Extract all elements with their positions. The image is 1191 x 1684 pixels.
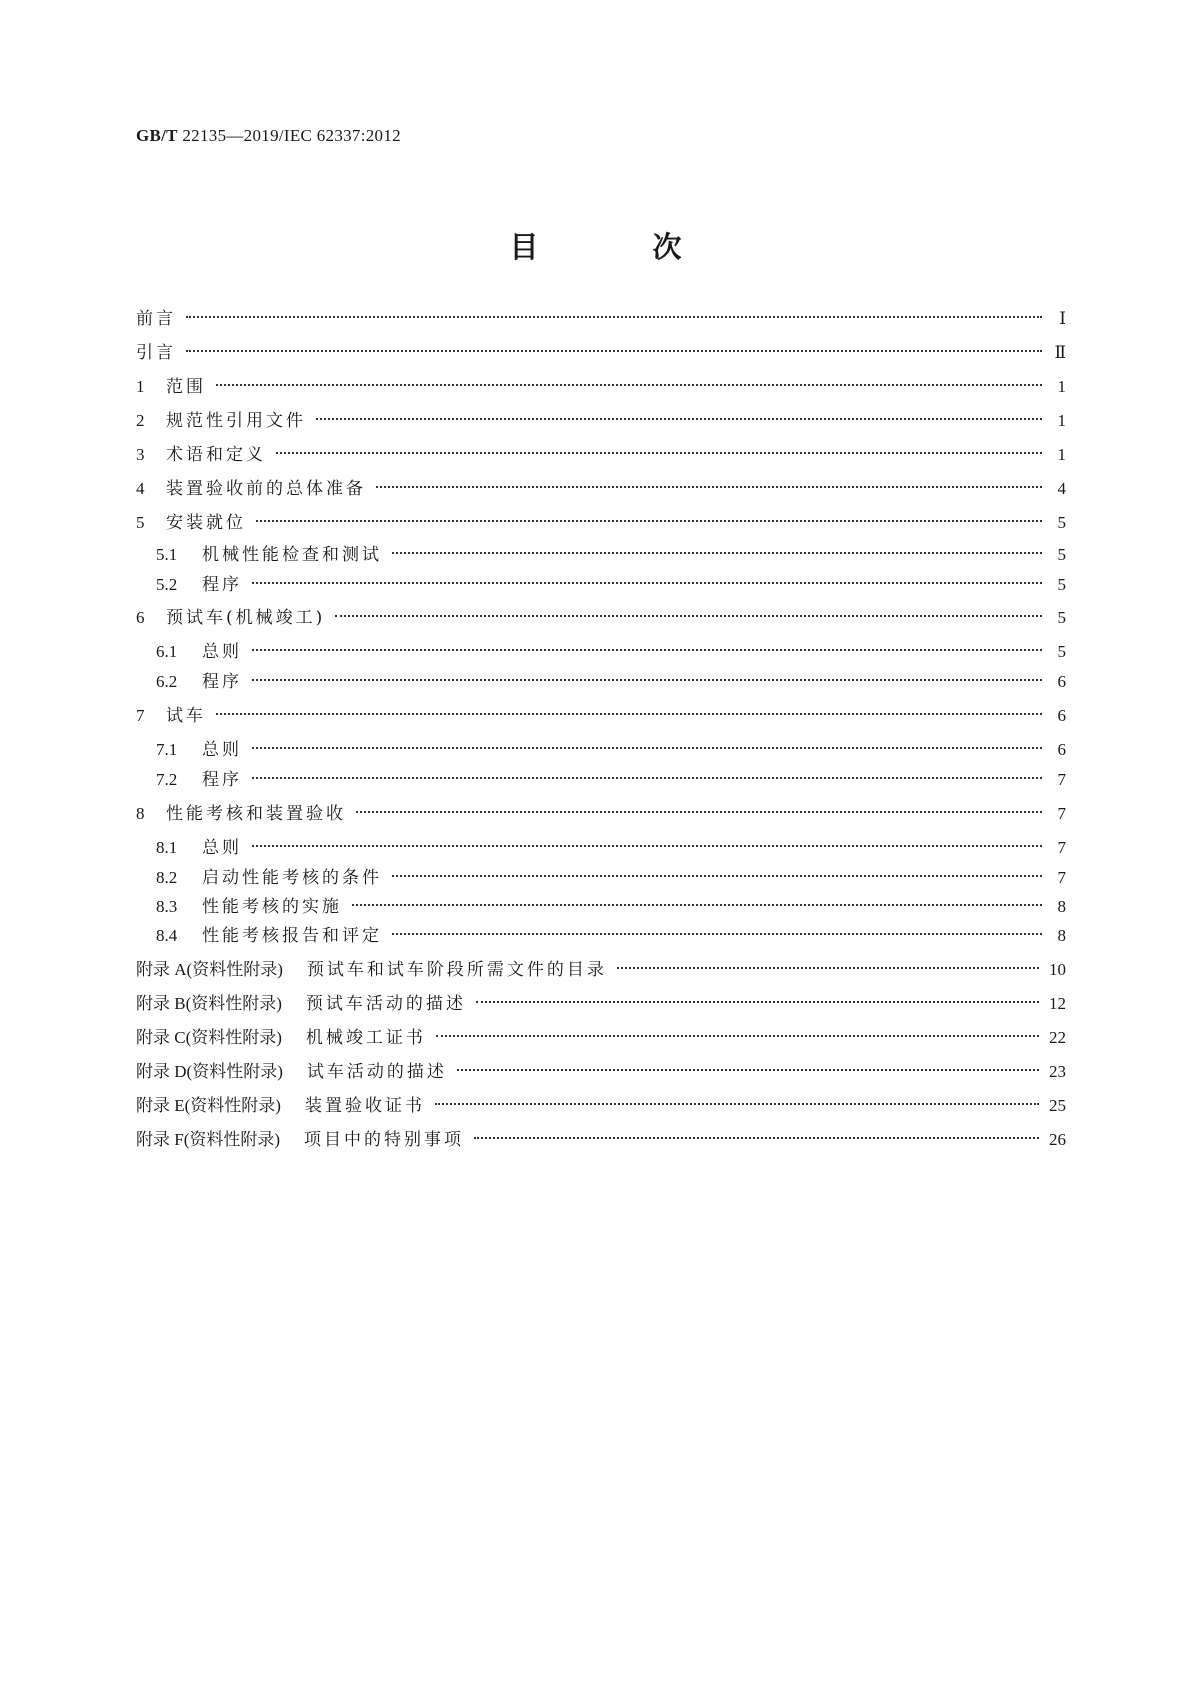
- toc-label: 规范性引用文件: [166, 411, 306, 431]
- toc-entry-8[interactable]: [136, 801, 1066, 827]
- toc-entry-6-1[interactable]: [156, 639, 1066, 665]
- toc-leader-dots: [474, 1137, 1039, 1139]
- toc-entry-8-4[interactable]: [156, 923, 1066, 949]
- toc-leader-dots: [256, 520, 1042, 522]
- standard-number: 22135—2019/IEC 62337:2012: [177, 126, 401, 145]
- toc-entry-annex-b[interactable]: [136, 991, 1066, 1017]
- toc-number: 6: [136, 608, 145, 627]
- toc-page-number: 7: [1057, 868, 1066, 887]
- standard-code: GB/T: [136, 126, 178, 145]
- toc-number: 7.2: [156, 770, 178, 789]
- toc-label: 引言: [136, 343, 176, 363]
- toc-label: 试车: [166, 706, 206, 726]
- toc-entry-7-2[interactable]: [156, 767, 1066, 793]
- toc-entry-6[interactable]: [136, 605, 1066, 631]
- toc-page-number: 26: [1049, 1130, 1066, 1149]
- toc-page-number: 5: [1057, 513, 1066, 532]
- toc-label: 机械竣工证书: [305, 1028, 426, 1048]
- toc-number: 1: [136, 377, 145, 396]
- toc-label: 性能考核的实施: [202, 897, 342, 917]
- toc-page-number: 12: [1049, 994, 1066, 1013]
- toc-page-number: 8: [1057, 897, 1066, 916]
- toc-leader-dots: [186, 316, 1042, 318]
- toc-page-number: 6: [1057, 740, 1066, 759]
- toc-leader-dots: [252, 777, 1042, 779]
- toc-page-number: 7: [1057, 770, 1066, 789]
- toc-page-number: 7: [1057, 838, 1066, 857]
- toc-leader-dots: [436, 1035, 1039, 1037]
- toc-leader-dots: [392, 552, 1042, 554]
- toc-number: 7: [136, 706, 145, 725]
- toc-leader-dots: [252, 747, 1042, 749]
- toc-label: 程序: [202, 770, 242, 790]
- toc-label: 性能考核和装置验收: [166, 804, 346, 824]
- toc-entry-6-2[interactable]: [156, 669, 1066, 695]
- toc-entry-7-1[interactable]: [156, 737, 1066, 763]
- toc-leader-dots: [356, 811, 1042, 813]
- toc-entry-8-3[interactable]: [156, 894, 1066, 920]
- toc-label: 启动性能考核的条件: [202, 868, 382, 888]
- toc-label: 预试车(机械竣工): [166, 608, 326, 628]
- toc-page-number: 23: [1049, 1062, 1066, 1081]
- toc-number: 8.3: [156, 897, 178, 916]
- toc-entry-5-2[interactable]: [156, 572, 1066, 598]
- document-header: [136, 126, 401, 146]
- toc-entry-5-1[interactable]: [156, 542, 1066, 568]
- toc-annex-number: 附录 E(资料性附录): [136, 1096, 281, 1115]
- toc-entry-1[interactable]: [136, 374, 1066, 400]
- toc-entry-5[interactable]: [136, 510, 1066, 536]
- toc-leader-dots: [376, 486, 1042, 488]
- toc-number: 5: [136, 513, 145, 532]
- toc-label: 程序: [202, 575, 242, 595]
- toc-leader-dots: [392, 933, 1042, 935]
- toc-leader-dots: [252, 845, 1042, 847]
- toc-leader-dots: [457, 1069, 1039, 1071]
- toc-number: 5.2: [156, 575, 178, 594]
- toc-number: 8.1: [156, 838, 178, 857]
- toc-number: 8.2: [156, 868, 178, 887]
- toc-page-number: 4: [1057, 479, 1066, 498]
- toc-leader-dots: [316, 418, 1042, 420]
- toc-number: 5.1: [156, 545, 178, 564]
- toc-label: 程序: [202, 672, 242, 692]
- toc-number: 3: [136, 445, 145, 464]
- toc-annex-number: 附录 F(资料性附录): [136, 1130, 281, 1149]
- toc-label: 机械性能检查和测试: [202, 545, 382, 565]
- toc-label: 术语和定义: [166, 445, 266, 465]
- toc-page-number: 1: [1057, 411, 1066, 430]
- toc-page-number: 6: [1057, 672, 1066, 691]
- toc-leader-dots: [276, 452, 1042, 454]
- toc-label: 预试车和试车阶段所需文件的目录: [306, 960, 607, 980]
- toc-label: 前言: [136, 309, 176, 329]
- toc-label: 总则: [202, 838, 242, 858]
- toc-number: 6.2: [156, 672, 178, 691]
- toc-annex-number: 附录 B(资料性附录): [136, 994, 282, 1013]
- toc-annex-number: 附录 A(资料性附录): [136, 960, 283, 979]
- toc-page-number: 25: [1049, 1096, 1066, 1115]
- toc-leader-dots: [216, 384, 1042, 386]
- toc-entry-foreword[interactable]: [136, 306, 1066, 332]
- toc-label: 范围: [166, 377, 206, 397]
- toc-number: 6.1: [156, 642, 178, 661]
- toc-page-number: 1: [1057, 445, 1066, 464]
- toc-page-number: 6: [1057, 706, 1066, 725]
- toc-entry-8-1[interactable]: [156, 835, 1066, 861]
- page-title: 目 次: [509, 230, 734, 264]
- toc-leader-dots: [335, 615, 1042, 617]
- toc-leader-dots: [252, 679, 1042, 681]
- toc-label: 项目中的特别事项: [304, 1130, 465, 1150]
- toc-page-number: Ⅱ: [1054, 343, 1066, 362]
- toc-number: 4: [136, 479, 145, 498]
- toc-page-number: 7: [1057, 804, 1066, 823]
- toc-annex-number: 附录 D(资料性附录): [136, 1062, 283, 1081]
- toc-entry-annex-e[interactable]: [136, 1093, 1066, 1119]
- toc-number: 8: [136, 804, 145, 823]
- toc-page-number: 5: [1057, 575, 1066, 594]
- toc-leader-dots: [186, 350, 1042, 352]
- toc-label: 总则: [202, 740, 242, 760]
- toc-label: 预试车活动的描述: [305, 994, 466, 1014]
- toc-leader-dots: [435, 1103, 1039, 1105]
- toc-label: 装置验收证书: [304, 1096, 425, 1116]
- toc-label: 安装就位: [166, 513, 246, 533]
- toc-annex-number: 附录 C(资料性附录): [136, 1028, 282, 1047]
- toc-entry-annex-a[interactable]: [136, 957, 1066, 983]
- toc-page-number: Ⅰ: [1059, 309, 1066, 328]
- toc-entry-annex-d[interactable]: [136, 1059, 1066, 1085]
- toc-leader-dots: [617, 967, 1039, 969]
- toc-leader-dots: [476, 1001, 1039, 1003]
- toc-page-number: 5: [1057, 642, 1066, 661]
- toc-entry-introduction[interactable]: [136, 340, 1066, 366]
- toc-number: 2: [136, 411, 145, 430]
- toc-page-number: 22: [1049, 1028, 1066, 1047]
- toc-leader-dots: [352, 904, 1042, 906]
- toc-entry-4[interactable]: [136, 476, 1066, 502]
- toc-leader-dots: [252, 582, 1042, 584]
- toc-page-number: 10: [1049, 960, 1066, 979]
- toc-label: 总则: [202, 642, 242, 662]
- toc-entry-8-2[interactable]: [156, 865, 1066, 891]
- toc-leader-dots: [216, 713, 1042, 715]
- toc-entry-annex-f[interactable]: [136, 1127, 1066, 1153]
- toc-leader-dots: [252, 649, 1042, 651]
- toc-leader-dots: [392, 875, 1042, 877]
- toc-entry-2[interactable]: [136, 408, 1066, 434]
- toc-number: 8.4: [156, 926, 178, 945]
- toc-page-number: 5: [1057, 608, 1066, 627]
- toc-entry-3[interactable]: [136, 442, 1066, 468]
- toc-number: 7.1: [156, 740, 178, 759]
- toc-page-number: 1: [1057, 377, 1066, 396]
- toc-page-number: 8: [1057, 926, 1066, 945]
- toc-entry-7[interactable]: [136, 703, 1066, 729]
- toc-page-number: 5: [1057, 545, 1066, 564]
- toc-label: 试车活动的描述: [306, 1062, 447, 1082]
- toc-label: 性能考核报告和评定: [202, 926, 382, 946]
- toc-label: 装置验收前的总体准备: [166, 479, 366, 499]
- toc-entry-annex-c[interactable]: [136, 1025, 1066, 1051]
